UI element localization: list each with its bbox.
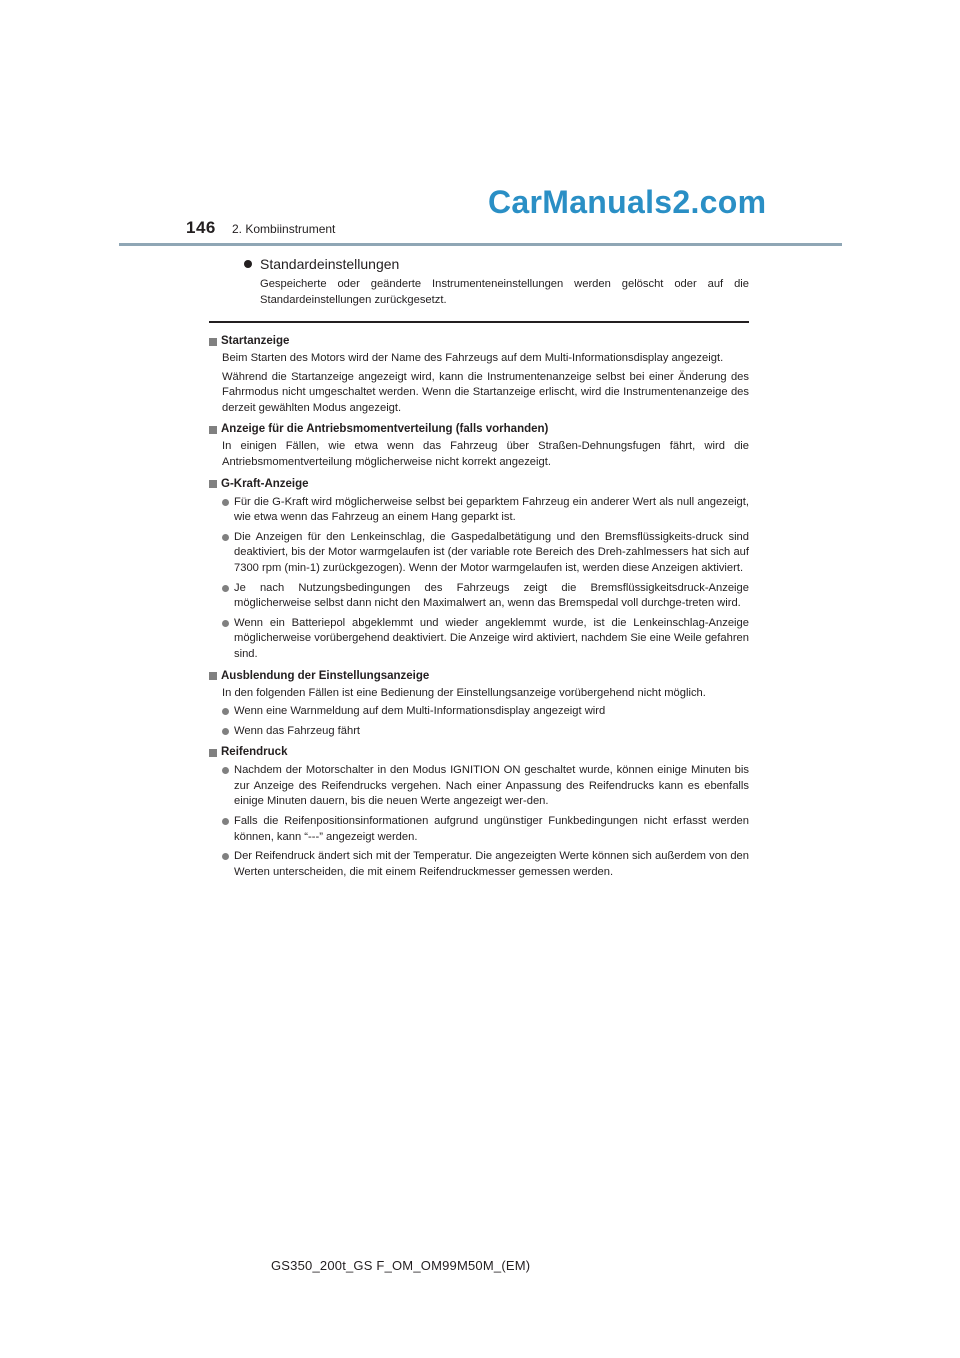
note-heading	[209, 744, 749, 761]
note-heading-text: Startanzeige	[221, 335, 290, 347]
bullet-dot-icon	[222, 818, 229, 825]
bullet-text: Nachdem der Motorschalter in den Modus IGNITION ON geschaltet wurde, können einige Minuten bis zur Anzeige des Reifendrucks vergehen. Nach einer Anpassung des Reifendrucks kann es ebenfalls einige Minuten dauern, bis die neuen Werte angezeigt wer-den.	[234, 764, 749, 808]
note-heading	[209, 476, 749, 493]
note-heading-text: Reifendruck	[221, 746, 288, 759]
bullet-dot-icon	[222, 853, 229, 860]
bullet-text: Die Anzeigen für den Lenkeinschlag, die Gaspedalbetätigung und den Bremsflüssigkeits-druck sind deaktiviert, bis der Motor warmgelaufen ist (der variable rote Bereich des Dreh-zahlmessers hat sich auf 7300 rpm (min-1) zurückgezogen). Wenn der Motor warmgelaufen ist, werden diese Anzeigen aktiviert.	[234, 530, 749, 574]
note-paragraph: In den folgenden Fällen ist eine Bedienung der Einstellungsanzeige vorübergehend nicht möglich.	[222, 686, 706, 699]
bullet-icon	[244, 260, 252, 268]
section-title	[244, 256, 749, 272]
note-block	[209, 421, 749, 470]
bullet-dot-icon	[222, 728, 229, 735]
bullet-dot-icon	[222, 708, 229, 715]
bullet-text: Der Reifendruck ändert sich mit der Temperatur. Die angezeigten Werte können sich außerdem von den Werten unterscheiden, die mit einem Reifendruckmesser gemessen werden.	[234, 850, 749, 878]
note-block	[209, 333, 749, 416]
chapter-title: 2. Kombiinstrument	[232, 222, 336, 236]
bullet-text: Je nach Nutzungsbedingungen des Fahrzeugs zeigt die Bremsflüssigkeitsdruck-Anzeige möglicherweise selbst dann nicht den Maximalwert an, wenn das Bremspedal voll durchge-treten wird.	[234, 581, 749, 610]
settings-section	[244, 256, 749, 308]
header-rule	[119, 243, 842, 246]
bullet-text: Wenn eine Warnmeldung auf dem Multi-Informationsdisplay angezeigt wird	[234, 705, 606, 718]
note-block	[209, 744, 749, 880]
note-paragraph: Beim Starten des Motors wird der Name des Fahrzeugs auf dem Multi-Informationsdisplay angezeigt.	[222, 352, 724, 364]
bullet-dot-icon	[222, 620, 229, 627]
document-code: GS350_200t_GS F_OM_OM99M50M_(EM)	[271, 1258, 531, 1273]
bullet-dot-icon	[222, 499, 229, 506]
square-bullet-icon	[209, 426, 217, 434]
note-heading-text: Anzeige für die Antriebsmomentverteilung (falls vorhanden)	[221, 423, 549, 436]
bullet-dot-icon	[222, 767, 229, 774]
note-bullet	[222, 495, 749, 526]
bullet-text: Für die G-Kraft wird möglicherweise selbst bei geparktem Fahrzeug ein anderer Wert als null angezeigt, wie etwa wenn das Fahrzeug an einem Hang geparkt ist.	[234, 495, 749, 524]
note-bullet	[222, 704, 749, 720]
note-bullet	[222, 814, 749, 845]
note-bullet	[222, 530, 749, 577]
note-heading	[209, 333, 749, 350]
square-bullet-icon	[209, 480, 217, 488]
bullet-text: Wenn das Fahrzeug fährt	[234, 724, 361, 737]
note-block	[209, 476, 749, 663]
square-bullet-icon	[209, 672, 217, 680]
watermark: CarManuals2.com	[488, 184, 767, 220]
note-block	[209, 668, 749, 740]
section-title-text: Standardeinstellungen	[260, 256, 400, 272]
bullet-text: Falls die Reifenpositionsinformationen aufgrund ungünstiger Funkbedingungen nicht erfasst werden können, kann “---” angezeigt werden.	[234, 815, 749, 843]
divider	[209, 321, 749, 323]
note-heading	[209, 421, 749, 438]
bullet-dot-icon	[222, 534, 229, 541]
bullet-text: Wenn ein Batteriepol abgeklemmt und wieder angeklemmt wurde, ist die Lenkeinschlag-Anzeige möglicherweise vorübergehend deaktiviert. Die Anzeige wird aktiviert, nachdem Sie eine Weile gefahren sind.	[234, 616, 749, 660]
note-bullet	[222, 763, 749, 810]
note-heading	[209, 668, 749, 685]
square-bullet-icon	[209, 749, 217, 757]
note-bullet	[222, 581, 749, 612]
note-bullet	[222, 616, 749, 663]
note-heading-text: G-Kraft-Anzeige	[221, 477, 309, 490]
page-number: 146	[186, 218, 216, 237]
note-bullet	[222, 724, 749, 740]
section-text: Gespeicherte oder geänderte Instrumenteneinstellungen werden gelöscht oder auf die Standardeinstellungen zurückgesetzt.	[260, 278, 749, 306]
note-heading-text: Ausblendung der Einstellungsanzeige	[221, 669, 430, 682]
square-bullet-icon	[209, 338, 217, 346]
note-paragraph: In einigen Fällen, wie etwa wenn das Fahrzeug über Straßen-Dehnungsfugen fährt, wird die Antriebsmomentverteilung möglicherweise nicht korrekt angezeigt.	[222, 440, 749, 468]
notes-area	[209, 333, 749, 885]
note-paragraph: Während die Startanzeige angezeigt wird, kann die Instrumentenanzeige selbst bei einer Änderung des Fahrmodus nicht umgeschaltet werden. Wenn die Startanzeige erlischt, wird die Instrumentenanzeige des derzeit gewählten Modus angezeigt.	[222, 370, 749, 414]
note-bullet	[222, 849, 749, 880]
bullet-dot-icon	[222, 585, 229, 592]
